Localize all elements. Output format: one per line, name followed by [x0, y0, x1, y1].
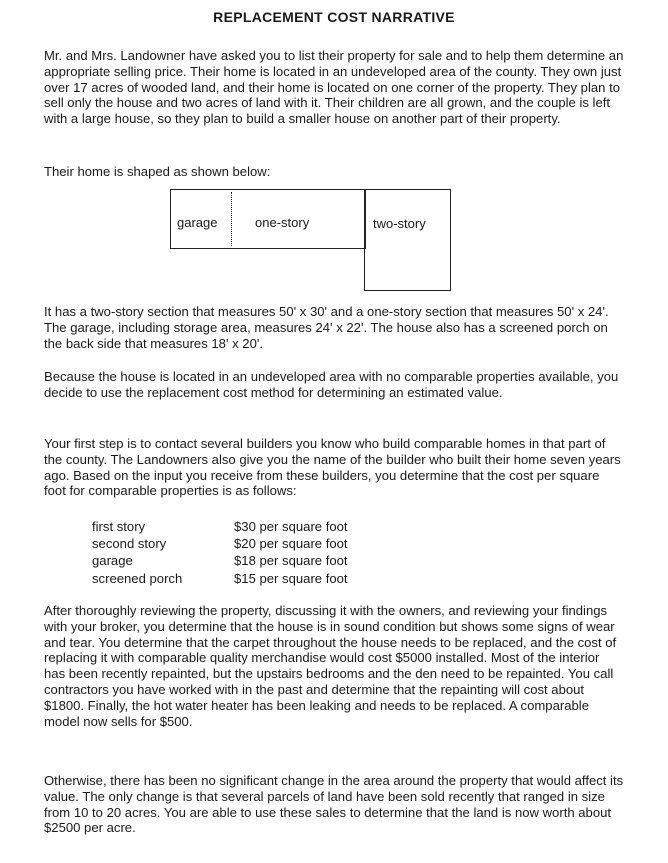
one-story-label: one-story — [255, 215, 310, 230]
cost-per-square-foot-list — [92, 518, 348, 587]
cost-value: $18 per square foot — [234, 553, 348, 569]
cost-row — [92, 518, 348, 535]
cost-row — [92, 552, 348, 569]
dimensions-paragraph: It has a two-story section that measures 50' x 30' and a one-story section that measures 50' x 24'. The garage, including storage area, measures 24' x 22'. The house also has a screened porch on the back side that measures 18' x 20'. — [44, 304, 609, 351]
shape-paragraph: Their home is shaped as shown below: — [44, 164, 271, 179]
cost-value: $15 per square foot — [234, 570, 348, 586]
cost-label: first story — [92, 519, 146, 534]
page-title: REPLACEMENT COST NARRATIVE — [213, 9, 455, 25]
land-paragraph: Otherwise, there has been no significant change in the area around the property that would affect its value. The only change is that several parcels of land have been sold recently that ranged in size from 10 to 20 acres. You are able to use these sales to determine that the land is now worth about $2500 per acre. — [44, 773, 624, 836]
garage-divider — [231, 192, 232, 246]
two-story-outline — [364, 189, 451, 291]
cost-value: $30 per square foot — [234, 519, 348, 534]
review-paragraph: After thoroughly reviewing the property, discussing it with the owners, and reviewing your findings with your broker, you determine that the house is in sound condition but shows some signs of wear and tear. You determine that the carpet throughout the house needs to be replaced, and the cost of replacing it with comparable quality merchandise would cost $5000 installed. Most of the interior has been recently repainted, but the upstairs bedrooms and the den need to be repainted. You call contractors you have worked with in the past and determine that the repainting will cost about $1800. Finally, the hot water heater has been leaking and needs to be replaced. A comparable model now sells for $500. — [44, 603, 617, 729]
intro-paragraph: Mr. and Mrs. Landowner have asked you to list their property for sale and to help them determine an appropriate selling price. Their home is located in an undeveloped area of the county. They own just over 17 acres of wooded land, and their home is located on one corner of the property. They plan to sell only the house and two acres of land with it. Their children are all grown, and the couple is left with a large house, so they plan to build a smaller house on another part of their property. — [44, 48, 624, 127]
cost-value: $20 per square foot — [234, 536, 348, 552]
cost-row — [92, 570, 348, 587]
cost-label: second story — [92, 536, 167, 552]
cost-label: garage — [92, 553, 133, 569]
builders-paragraph: Your first step is to contact several builders you know who build comparable homes in that part of the county. The Landowners also give you the name of the builder who built their home seven years ago. Based on the input you receive from these builders, you determine that the cost per square foot for comparable properties is as follows: — [44, 436, 621, 499]
cost-row — [92, 535, 348, 552]
method-paragraph: Because the house is located in an undeveloped area with no comparable properties available, you decide to use the replacement cost method for determining an estimated value. — [44, 369, 619, 400]
two-story-label: two-story — [373, 216, 426, 231]
house-shape-diagram — [170, 189, 452, 291]
garage-label: garage — [177, 215, 218, 230]
cost-label: screened porch — [92, 570, 183, 586]
